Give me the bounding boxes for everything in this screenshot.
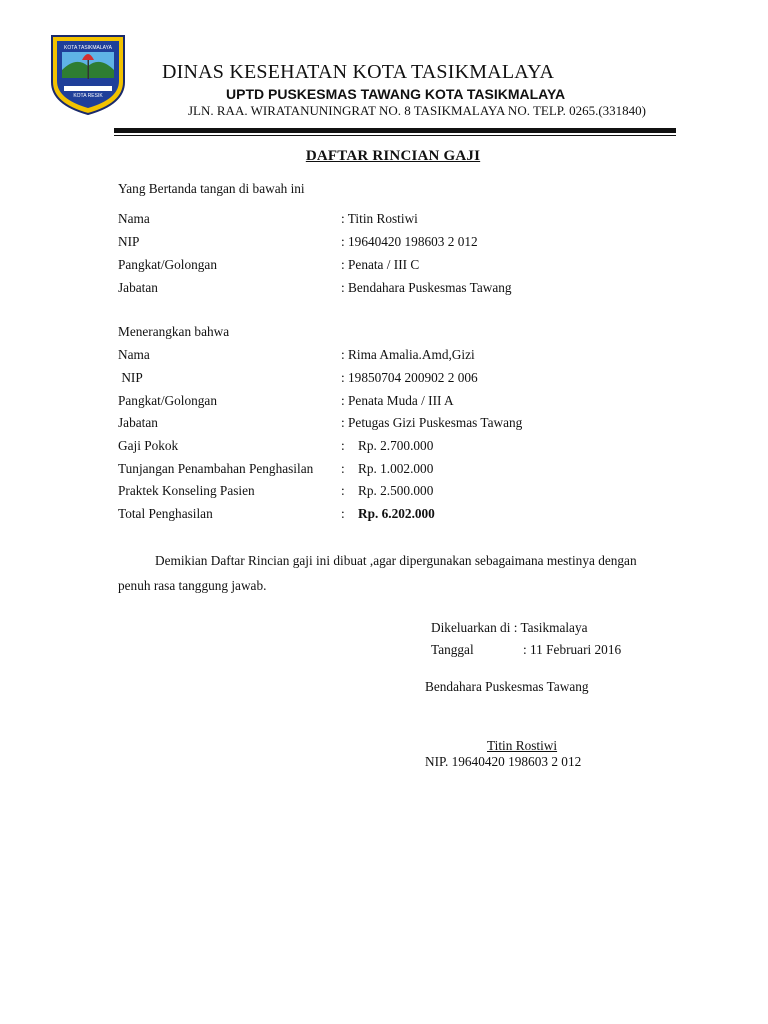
signature-nip: NIP. 19640420 198603 2 012: [425, 754, 582, 769]
base-salary-value: : Rp. 2.700.000: [341, 438, 434, 453]
section2-intro: Menerangkan bahwa: [118, 324, 230, 339]
total-income-label: Total Penghasilan: [118, 506, 213, 521]
signer-nip-label: NIP: [118, 234, 140, 249]
signature-position: Bendahara Puskesmas Tawang: [425, 679, 589, 694]
total-income-value: Rp. 6.202.000: [358, 506, 435, 521]
signer-position-value: : Bendahara Puskesmas Tawang: [341, 280, 512, 295]
signer-rank-value: : Penata / III C: [341, 257, 420, 272]
logo-bottom-text: KOTA RESIK: [73, 93, 103, 99]
signer-nip-value: : 19640420 198603 2 012: [341, 234, 478, 249]
employee-name-value: : Rima Amalia.Amd,Gizi: [341, 347, 475, 362]
base-salary-label: Gaji Pokok: [118, 438, 179, 453]
closing-paragraph: Demikian Daftar Rincian gaji ini dibuat ,agar dipergunakan sebagaimana mestinya dengan penuh rasa tanggung jawab.: [118, 553, 637, 593]
employee-position-value: : Petugas Gizi Puskesmas Tawang: [341, 415, 523, 430]
header-divider-thin: [114, 135, 676, 136]
issued-date-value: : 11 Februari 2016: [523, 642, 622, 657]
signer-rank-label: Pangkat/Golongan: [118, 257, 217, 272]
employee-position-label: Jabatan: [118, 415, 158, 430]
employee-rank-label: Pangkat/Golongan: [118, 393, 217, 408]
employee-nip-value: : 19850704 200902 2 006: [341, 370, 478, 385]
agency-address: JLN. RAA. WIRATANUNINGRAT NO. 8 TASIKMALAYA NO. TELP. 0265.(331840): [188, 103, 646, 118]
agency-name: DINAS KESEHATAN KOTA TASIKMALAYA: [162, 61, 555, 83]
signer-name-value: : Titin Rostiwi: [341, 211, 418, 226]
signer-name-label: Nama: [118, 211, 150, 226]
signer-position-label: Jabatan: [118, 280, 158, 295]
city-emblem-logo: [48, 30, 128, 116]
total-income-colon: :: [341, 506, 358, 521]
counseling-value: : Rp. 2.500.000: [341, 483, 434, 498]
allowance-value: : Rp. 1.002.000: [341, 461, 434, 476]
counseling-label: Praktek Konseling Pasien: [118, 483, 255, 498]
employee-name-label: Nama: [118, 347, 150, 362]
signature-name: Titin Rostiwi: [487, 738, 558, 753]
issued-place: Dikeluarkan di : Tasikmalaya: [431, 620, 588, 635]
header-divider-thick: [114, 128, 676, 133]
allowance-label: Tunjangan Penambahan Penghasilan: [118, 461, 314, 476]
logo-top-text: KOTA TASIKMALAYA: [64, 45, 112, 51]
total-income-row: [341, 506, 435, 522]
document-title: DAFTAR RINCIAN GAJI: [305, 148, 481, 164]
employee-nip-label: NIP: [118, 370, 143, 385]
unit-name: UPTD PUSKESMAS TAWANG KOTA TASIKMALAYA: [226, 86, 566, 102]
intro-text: Yang Bertanda tangan di bawah ini: [118, 181, 305, 196]
employee-rank-value: : Penata Muda / III A: [341, 393, 454, 408]
issued-date-label: Tanggal: [431, 642, 474, 657]
